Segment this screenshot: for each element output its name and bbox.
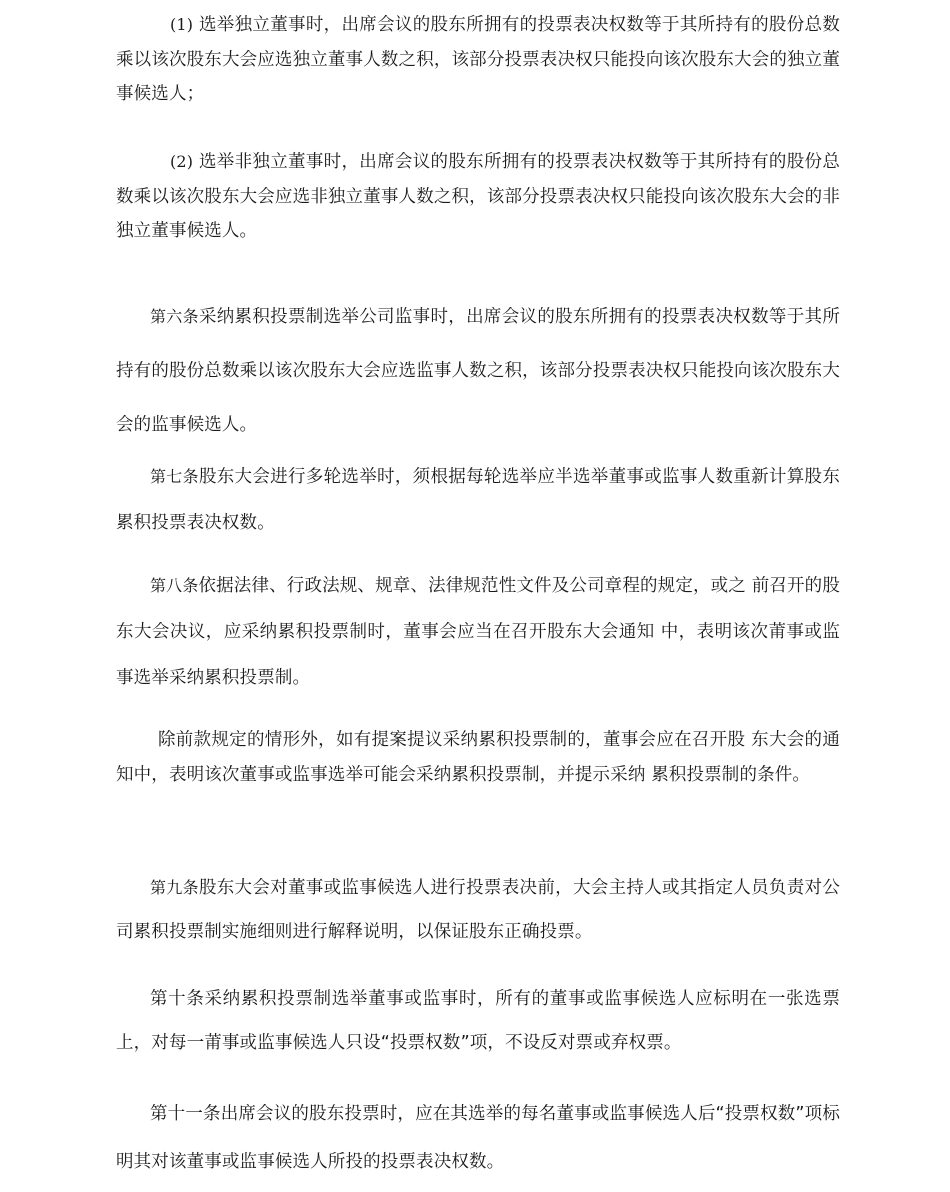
article-number: 第六条 [150,307,199,326]
article-number: 第七条 [150,467,199,486]
article-number: 第九条 [150,878,199,897]
paragraph-text: 股东大会进行多轮选举时，须根据每轮选举应半选举董事或监事人数重新计算股东累积投票表决权数。 [116,467,840,533]
paragraph-text: 选举独立董事时，出席会议的股东所拥有的投票表决权数等于其所持有的股份总数乘以该次股东大会应选独立董事人数之积，该部分投票表决权只能投向该次股东大会的独立董事候选人； [116,15,840,104]
article-11 [116,1090,840,1186]
paragraph-text: 股东大会对董事或监事候选人进行投票表决前，大会主持人或其指定人员负责对公司累积投票制实施细则进行解释说明，以保证股东正确投票。 [116,878,840,942]
paragraph-text: 采纳累积投票制选举公司监事时，出席会议的股东所拥有的投票表决权数等于其所持有的股份总数乘以该次股东大会应选监事人数之积，该部分投票表决权只能投向该次股东大会的监事候选人。 [116,307,840,435]
article-7 [116,454,840,546]
item-number: (2) [170,152,194,171]
paragraph-text: 依据法律、行政法规、规章、法律规范性文件及公司章程的规定，或之 前召开的股东大会决议，应采纳累积投票制时，董事会应当在召开股东大会通知 中，表明该次莆事或监事选举采纳累积投票制。 [116,576,840,688]
paragraph-text: 第十条采纳累积投票制选举董事或监事时，所有的董事或监事候选人应标明在一张选票上，对每一莆事或监事候选人只设“投票权数”项，不设反对票或弃权票。 [116,989,840,1053]
paragraph-text: 第十一条出席会议的股东投票时，应在其选举的每名董事或监事候选人后“投票权数”项标明其对该董事或监事候选人所投的投票表决权数。 [116,1104,840,1172]
paragraph-text: 选举非独立董事时，出席会议的股东所拥有的投票表决权数等于其所持有的股份总数乘以该次股东大会应选非独立董事人数之积，该部分投票表决权只能投向该次股东大会的非独立董事候选人。 [116,152,840,241]
article-8 [116,563,840,701]
article-8-clause-2 [116,723,840,792]
article-6 [116,290,840,452]
article-10 [116,977,840,1065]
paragraph-2 [116,145,840,249]
paragraph-text: 除前款规定的情形外，如有提案提议采纳累积投票制的，董事会应在召开股 东大会的通知中，表明该次董事或监事选举可能会采纳累积投票制，并提示采纳 累积投票制的条件。 [116,730,840,785]
paragraph-1 [116,8,840,112]
item-number: (1) [170,15,194,34]
article-9 [116,866,840,954]
article-number: 第八条 [150,576,199,595]
